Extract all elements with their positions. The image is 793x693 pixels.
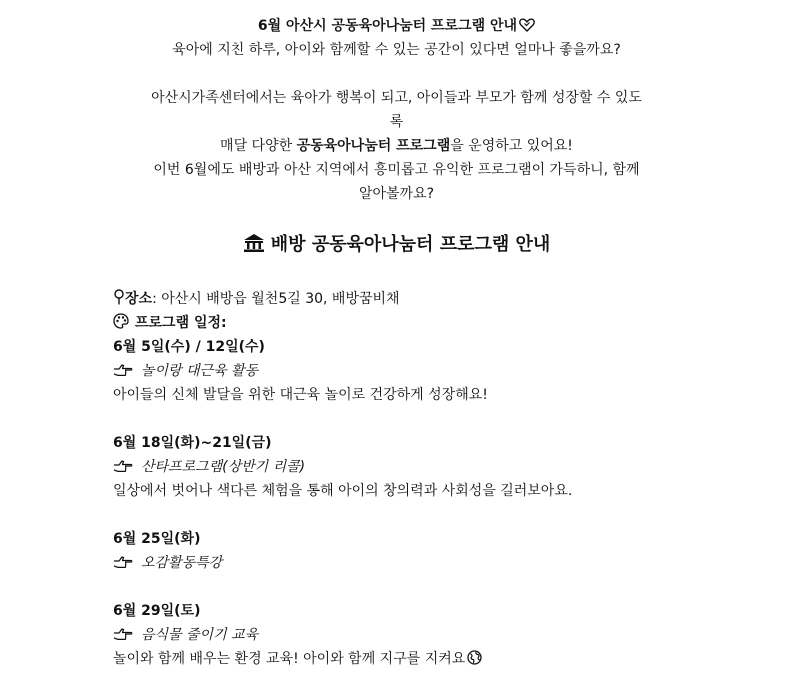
event-program [113,455,753,479]
event-program [113,551,753,575]
intro-line-2b: 록 [389,114,404,130]
pointing-hand-icon [113,555,133,569]
event-date: 6월 25일(화) [113,531,201,547]
event-program [113,359,753,383]
location-value: : 아산시 배방읍 월천5길 30, 배방꿈비채 [152,291,400,307]
event-date: 6월 29일(토) [113,603,201,619]
event-program-name: 산타프로그램(상반기 리콜) [141,459,306,475]
event-program-name: 놀이랑 대근육 활동 [141,363,259,379]
location-label: 장소 [125,291,153,307]
intro-line-3-post: 을 운영하고 있어요! [450,138,573,154]
pointing-hand-icon [113,627,133,641]
intro-line-3 [100,134,693,158]
program-details [113,287,753,671]
schedule-line [113,311,753,335]
intro-line-4b: 알아볼까요? [358,186,435,202]
schedule-label: 프로그램 일정: [135,315,227,331]
intro-block [100,14,693,206]
intro-title-line [100,14,693,38]
intro-line-3-pre: 매달 다양한 [220,138,297,154]
pointing-hand-icon [113,459,133,473]
intro-title: 6월 아산시 공동육아나눔터 프로그램 안내 [257,18,518,34]
intro-line-3-bold: 공동육아나눔터 프로그램 [296,138,451,154]
event-date: 6월 18일(화)~21일(금) [113,435,272,451]
section-title: 배방 공동육아나눔터 프로그램 안내 [270,234,551,255]
location-line [113,287,753,311]
section-heading [0,232,793,258]
globe-icon [467,650,482,665]
event-desc: 놀이와 함께 배우는 환경 교육! 아이와 함께 지구를 지켜요 [113,651,466,667]
event-desc-line [113,647,753,671]
heart-icon [519,18,535,32]
intro-line-2a: 아산시가족센터에서는 육아가 행복이 되고, 아이들과 부모가 함께 성장할 수 있도 [151,90,642,106]
building-icon [243,233,265,253]
event-desc: 아이들의 신체 발달을 위한 대근육 놀이로 건강하게 성장해요! [113,387,488,403]
pointing-hand-icon [113,363,133,377]
palette-icon [113,313,129,329]
pin-icon [113,289,125,305]
event-desc: 일상에서 벗어나 색다른 체험을 통해 아이의 창의력과 사회성을 길러보아요. [113,483,573,499]
intro-line-1: 육아에 지친 하루, 아이와 함께할 수 있는 공간이 있다면 얼마나 좋을까요? [172,42,621,58]
event-program-name: 오감활동특강 [141,555,223,571]
event-program [113,623,753,647]
event-date: 6월 5일(수) / 12일(수) [113,339,265,355]
intro-line-4a: 이번 6월에도 배방과 아산 지역에서 흥미롭고 유익한 프로그램이 가득하니, 함께 [153,162,640,178]
event-program-name: 음식물 줄이기 교육 [141,627,259,643]
